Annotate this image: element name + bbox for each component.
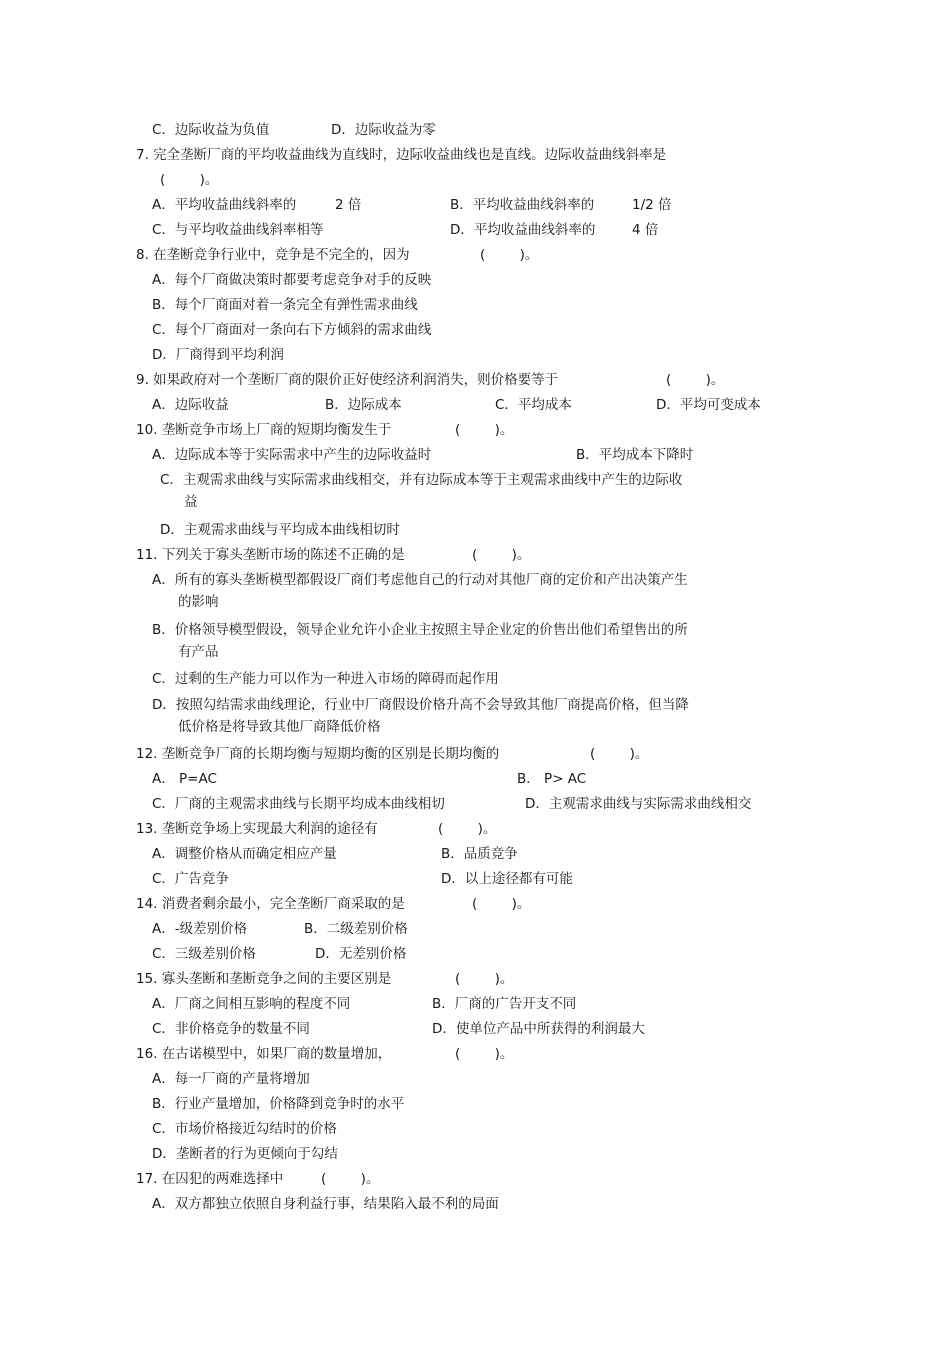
option-text: C．过剩的生产能力可以作为一种进入市场的障碍而起作用 (152, 671, 499, 687)
option-text: A．每个厂商做决策时都要考虑竞争对手的反映 (152, 272, 432, 288)
answer-blank: ( )。 (455, 1046, 514, 1062)
option-text: A．双方都独立依照自身利益行事，结果陷入最不利的局面 (152, 1196, 499, 1212)
option-text: B． P> AC (517, 771, 587, 787)
option-text: C．与平均收益曲线斜率相等 (152, 222, 324, 238)
option-text: 4 倍 (632, 222, 659, 238)
option-text: A．平均收益曲线斜率的 (152, 197, 297, 213)
question-15: 15. 寡头垄断和垄断竞争之间的主要区别是 (136, 971, 392, 987)
option-text: C．边际收益为负值 (152, 122, 270, 138)
question-14: 14. 消费者剩余最小，完全垄断厂商采取的是 (136, 896, 405, 912)
question-10: 10. 垄断竞争市场上厂商的短期均衡发生于 (136, 422, 392, 438)
option-text: 2 倍 (335, 197, 362, 213)
option-text: 1/2 倍 (632, 197, 672, 213)
option-text: C．厂商的主观需求曲线与长期平均成本曲线相切 (152, 796, 445, 812)
question-12: 12. 垄断竞争厂商的长期均衡与短期均衡的区别是长期均衡的 (136, 746, 500, 762)
option-text: A． P=AC (152, 771, 217, 787)
option-text: 有产品 (178, 644, 219, 660)
answer-blank: ( )。 (160, 172, 219, 188)
option-text: D．边际收益为零 (331, 122, 436, 138)
option-text: D．主观需求曲线与平均成本曲线相切时 (160, 522, 400, 538)
answer-blank: ( )。 (438, 821, 497, 837)
question-7: 7. 完全垄断厂商的平均收益曲线为直线时，边际收益曲线也是直线。边际收益曲线斜率是 (136, 147, 667, 163)
question-9: 9. 如果政府对一个垄断厂商的限价正好使经济利润消失，则价格要等于 (136, 372, 559, 388)
answer-blank: ( )。 (666, 372, 725, 388)
option-text: 低价格是将导致其他厂商降低价格 (178, 719, 381, 735)
answer-blank: ( )。 (472, 896, 531, 912)
question-8: 8. 在垄断竞争行业中，竞争是不完全的，因为 (136, 247, 410, 263)
option-text: D．平均可变成本 (656, 397, 761, 413)
option-text: B．平均成本下降时 (576, 447, 694, 463)
option-text: 的影响 (178, 594, 219, 610)
answer-blank: ( )。 (455, 971, 514, 987)
option-text: B．每个厂商面对着一条完全有弹性需求曲线 (152, 297, 418, 313)
option-text: C．广告竞争 (152, 871, 229, 887)
option-text: D．厂商得到平均利润 (152, 347, 284, 363)
option-text: D．使单位产品中所获得的利润最大 (432, 1021, 645, 1037)
answer-blank: ( )。 (455, 422, 514, 438)
option-text: 益 (184, 494, 198, 510)
option-text: A．厂商之间相互影响的程度不同 (152, 996, 351, 1012)
option-text: A．-级差别价格 (152, 921, 248, 937)
option-text: A．调整价格从而确定相应产量 (152, 846, 337, 862)
option-text: A．边际成本等于实际需求中产生的边际收益时 (152, 447, 432, 463)
option-text: A．所有的寡头垄断模型都假设厂商们考虑他自己的行动对其他厂商的定价和产出决策产生 (152, 572, 688, 588)
option-text: C．非价格竞争的数量不同 (152, 1021, 310, 1037)
option-text: B．行业产量增加，价格降到竞争时的水平 (152, 1096, 405, 1112)
option-text: C．市场价格接近勾结时的价格 (152, 1121, 337, 1137)
option-text: D．无差别价格 (315, 946, 407, 962)
question-17: 17. 在囚犯的两难选择中 (136, 1171, 284, 1187)
option-text: A．每一厂商的产量将增加 (152, 1071, 310, 1087)
option-text: B．边际成本 (325, 397, 402, 413)
option-text: B．厂商的广告开支不同 (432, 996, 577, 1012)
option-text: C．平均成本 (495, 397, 572, 413)
option-text: B．品质竞争 (441, 846, 518, 862)
answer-blank: ( )。 (480, 247, 539, 263)
option-text: A．边际收益 (152, 397, 229, 413)
answer-blank: ( )。 (472, 547, 531, 563)
option-text: C．每个厂商面对一条向右下方倾斜的需求曲线 (152, 322, 432, 338)
option-text: B．价格领导模型假设，领导企业允许小企业主按照主导企业定的价售出他们希望售出的所 (152, 622, 688, 638)
answer-blank: ( )。 (590, 746, 649, 762)
option-text: D．按照勾结需求曲线理论，行业中厂商假设价格升高不会导致其他厂商提高价格，但当降 (152, 697, 689, 713)
option-text: C．三级差别价格 (152, 946, 256, 962)
question-16: 16. 在古诺模型中，如果厂商的数量增加， (136, 1046, 392, 1062)
question-13: 13. 垄断竞争场上实现最大利润的途径有 (136, 821, 378, 837)
option-text: D．主观需求曲线与实际需求曲线相交 (525, 796, 752, 812)
option-text: C．主观需求曲线与实际需求曲线相交，并有边际成本等于主观需求曲线中产生的边际收 (160, 472, 683, 488)
option-text: B．二级差别价格 (304, 921, 408, 937)
option-text: D．平均收益曲线斜率的 (450, 222, 596, 238)
question-11: 11. 下列关于寡头垄断市场的陈述不正确的是 (136, 547, 405, 563)
option-text: B．平均收益曲线斜率的 (450, 197, 595, 213)
option-text: D．垄断者的行为更倾向于勾结 (152, 1146, 338, 1162)
option-text: D．以上途径都有可能 (441, 871, 573, 887)
answer-blank: ( )。 (321, 1171, 380, 1187)
